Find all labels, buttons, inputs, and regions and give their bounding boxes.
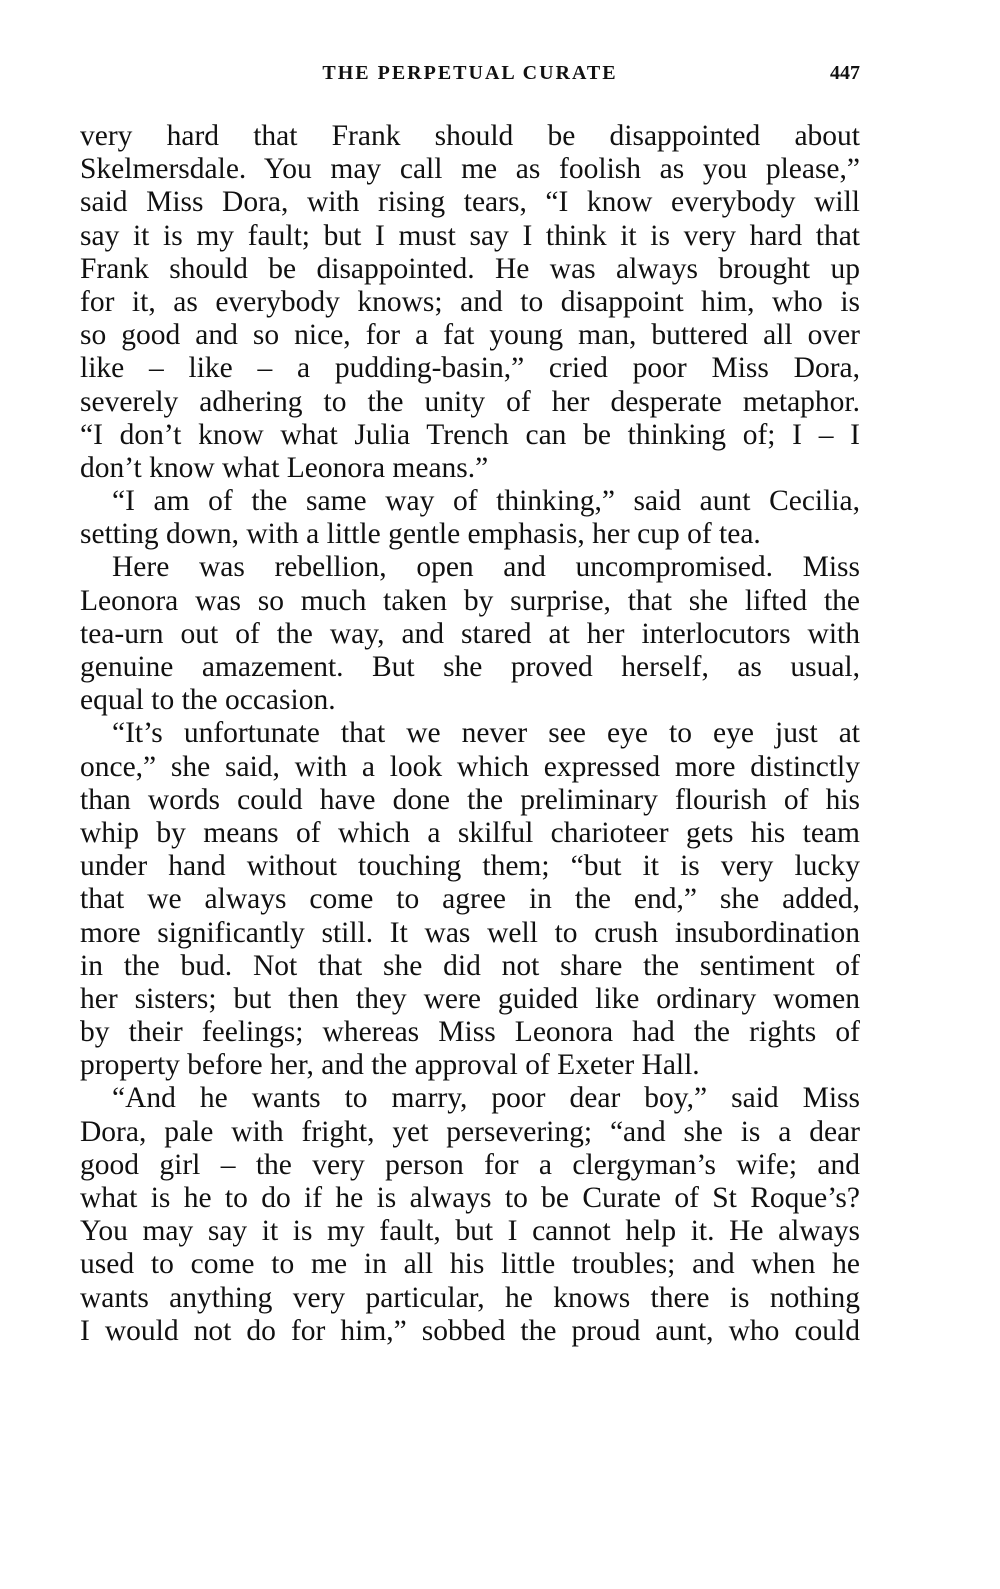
text-line: You may say it is my fault, but I cannot help it. He always	[80, 1215, 860, 1248]
text-line: said Miss Dora, with rising tears, “I know everybody will	[80, 186, 860, 219]
text-line: like – like – a pudding-basin,” cried poor Miss Dora,	[80, 352, 860, 385]
text-line: setting down, with a little gentle emphasis, her cup of tea.	[80, 518, 761, 551]
text-line: Dora, pale with fright, yet persevering; “and she is a dear	[80, 1115, 860, 1148]
text-line: used to come to me in all his little troubles; and when he	[80, 1248, 860, 1281]
text-line: that we always come to agree in the end,” she added,	[80, 883, 860, 916]
text-line: under hand without touching them; “but it is very lucky	[80, 850, 860, 883]
text-line: tea-urn out of the way, and stared at her interlocutors with	[80, 617, 860, 650]
text-line: say it is my fault; but I must say I think it is very hard that	[80, 219, 860, 252]
text-line: “I don’t know what Julia Trench can be thinking of; I – I	[80, 418, 860, 451]
text-line: for it, as everybody knows; and to disappoint him, who is	[80, 285, 860, 318]
text-line: what is he to do if he is always to be Curate of St Roque’s?	[80, 1182, 860, 1214]
text-line: I would not do for him,” sobbed the proud aunt, who could	[80, 1314, 860, 1347]
text-line: in the bud. Not that she did not share the sentiment of	[80, 949, 860, 982]
text-line: her sisters; but then they were guided like ordinary women	[80, 982, 860, 1015]
text-line: so good and so nice, for a fat young man, buttered all over	[80, 319, 860, 352]
text-line: equal to the occasion.	[80, 684, 336, 717]
text-line: Frank should be disappointed. He was always brought up	[80, 252, 860, 285]
text-line: wants anything very particular, he knows there is nothing	[80, 1281, 860, 1314]
text-line: property before her, and the approval of Exeter Hall.	[80, 1049, 700, 1082]
text-line: more significantly still. It was well to crush insubordination	[80, 916, 860, 949]
running-header	[80, 62, 860, 96]
text-line: “And he wants to marry, poor dear boy,” said Miss	[112, 1082, 860, 1115]
text-line: very hard that Frank should be disappointed about	[80, 120, 860, 152]
text-line: Skelmersdale. You may call me as foolish as you please,”	[80, 153, 860, 186]
text-line: don’t know what Leonora means.”	[80, 451, 489, 484]
text-line: good girl – the very person for a clergyman’s wife; and	[80, 1148, 860, 1181]
text-line: Here was rebellion, open and uncompromised. Miss	[112, 551, 860, 584]
page-number: 447	[830, 62, 860, 84]
body-text	[80, 120, 860, 1348]
text-line: “It’s unfortunate that we never see eye to eye just at	[112, 717, 860, 750]
running-title: THE PERPETUAL CURATE	[322, 62, 618, 84]
text-line: whip by means of which a skilful charioteer gets his team	[80, 816, 860, 849]
text-line: than words could have done the preliminary flourish of his	[80, 783, 860, 816]
text-line: severely adhering to the unity of her desperate metaphor.	[80, 385, 860, 418]
text-line: Leonora was so much taken by surprise, that she lifted the	[80, 584, 860, 617]
text-line: “I am of the same way of thinking,” said aunt Cecilia,	[112, 485, 860, 518]
text-line: by their feelings; whereas Miss Leonora had the rights of	[80, 1016, 860, 1049]
text-line: genuine amazement. But she proved herself, as usual,	[80, 651, 860, 683]
text-line: once,” she said, with a look which expressed more distinctly	[80, 750, 860, 783]
